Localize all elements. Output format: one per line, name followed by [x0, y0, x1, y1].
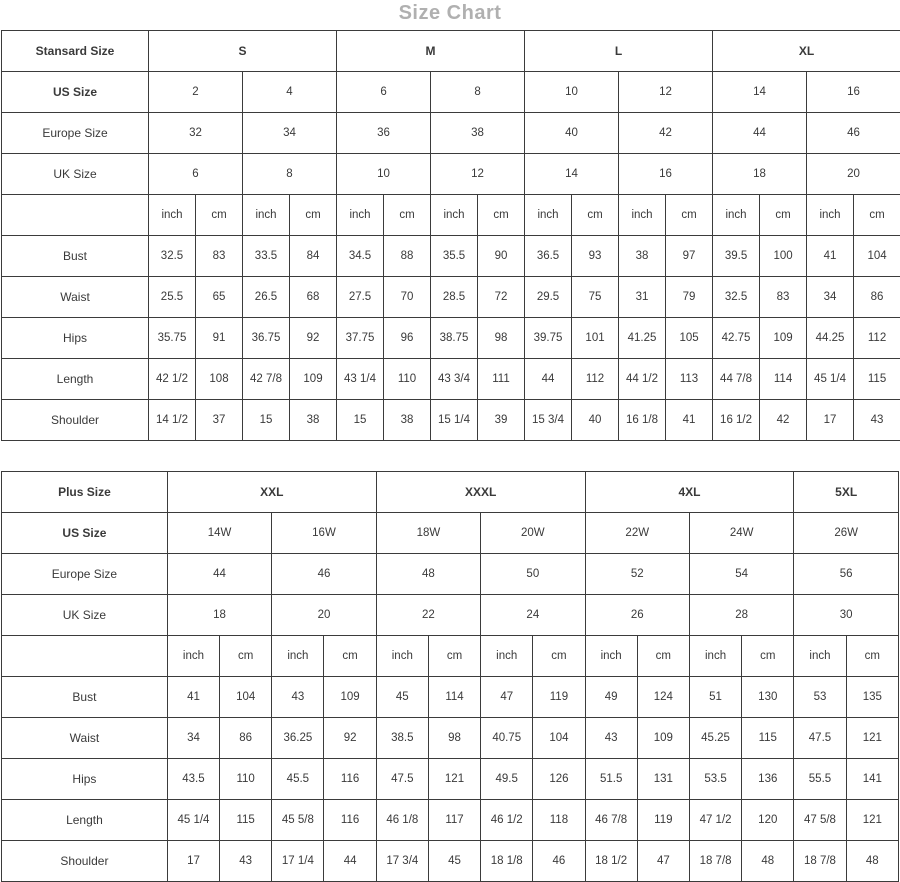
cell: 120	[742, 800, 794, 841]
cell: 8	[431, 72, 525, 113]
cell: 38.75	[431, 318, 478, 359]
cell: 41	[666, 400, 713, 441]
row-label-bust: Bust	[2, 236, 149, 277]
cell: 43	[854, 400, 900, 441]
row-label-length: Length	[2, 800, 168, 841]
cell: 39.75	[525, 318, 572, 359]
unit-cell: cm	[324, 636, 376, 677]
row-label-uk-size: UK Size	[2, 595, 168, 636]
cell: 36.5	[525, 236, 572, 277]
cell: 45	[428, 841, 480, 882]
page-title: Size Chart	[0, 0, 900, 30]
cell: 27.5	[337, 277, 384, 318]
cell: 37.75	[337, 318, 384, 359]
unit-cell: cm	[572, 195, 619, 236]
cell: 49	[585, 677, 637, 718]
cell: 18 7/8	[794, 841, 846, 882]
cell: 47	[481, 677, 533, 718]
cell: 16 1/8	[619, 400, 666, 441]
cell: 109	[760, 318, 807, 359]
cell: 112	[572, 359, 619, 400]
row-label-waist: Waist	[2, 277, 149, 318]
cell: 141	[846, 759, 898, 800]
cell: 108	[196, 359, 243, 400]
cell: 25.5	[149, 277, 196, 318]
cell: 42.75	[713, 318, 760, 359]
cell: 117	[428, 800, 480, 841]
cell: 46 1/8	[376, 800, 428, 841]
cell: 36.75	[243, 318, 290, 359]
cell: 109	[324, 677, 376, 718]
cell: 28	[689, 595, 793, 636]
cell: 119	[637, 800, 689, 841]
cell: 56	[794, 554, 899, 595]
cell: 113	[666, 359, 713, 400]
cell: 43	[272, 677, 324, 718]
unit-cell: inch	[525, 195, 572, 236]
cell: 83	[760, 277, 807, 318]
cell: 44 1/2	[619, 359, 666, 400]
cell: 131	[637, 759, 689, 800]
table-row-units	[2, 195, 900, 236]
unit-cell: cm	[742, 636, 794, 677]
table-row-header	[2, 472, 899, 513]
row-label-shoulder: Shoulder	[2, 400, 149, 441]
cell: 17 1/4	[272, 841, 324, 882]
row-label-bust: Bust	[2, 677, 168, 718]
cell: 14 1/2	[149, 400, 196, 441]
unit-cell: inch	[619, 195, 666, 236]
row-label-shoulder: Shoulder	[2, 841, 168, 882]
cell: 104	[220, 677, 272, 718]
table-row-hips	[2, 318, 900, 359]
cell: 35.5	[431, 236, 478, 277]
cell: 45 1/4	[807, 359, 854, 400]
cell: 34	[243, 113, 337, 154]
row-label-us-size: US Size	[2, 513, 168, 554]
cell: 30	[794, 595, 899, 636]
cell: 18	[713, 154, 807, 195]
cell: 43 3/4	[431, 359, 478, 400]
cell: 115	[742, 718, 794, 759]
plus-size-table	[1, 471, 899, 882]
cell: 20	[272, 595, 376, 636]
table-row-units	[2, 636, 899, 677]
unit-cell: cm	[846, 636, 898, 677]
unit-cell: inch	[167, 636, 219, 677]
cell: 48	[742, 841, 794, 882]
cell: 42 7/8	[243, 359, 290, 400]
cell: 46	[807, 113, 900, 154]
cell: 135	[846, 677, 898, 718]
cell: 52	[585, 554, 689, 595]
cell: 118	[533, 800, 585, 841]
unit-cell: cm	[533, 636, 585, 677]
table-row-us-size	[2, 72, 900, 113]
table-row-length	[2, 800, 899, 841]
table-row-uk-size	[2, 595, 899, 636]
cell: 124	[637, 677, 689, 718]
row-label-europe-size: Europe Size	[2, 554, 168, 595]
cell: 46 7/8	[585, 800, 637, 841]
cell: 47.5	[376, 759, 428, 800]
cell: 15 3/4	[525, 400, 572, 441]
cell: 46	[272, 554, 376, 595]
cell: 18 1/2	[585, 841, 637, 882]
cell: 86	[854, 277, 900, 318]
cell: 18 1/8	[481, 841, 533, 882]
cell: 31	[619, 277, 666, 318]
cell: 26	[585, 595, 689, 636]
cell: 43.5	[167, 759, 219, 800]
cell: 40	[525, 113, 619, 154]
cell: 110	[384, 359, 431, 400]
cell: 24W	[689, 513, 793, 554]
group-m: M	[337, 31, 525, 72]
cell: 55.5	[794, 759, 846, 800]
unit-cell: cm	[384, 195, 431, 236]
unit-cell: inch	[376, 636, 428, 677]
cell: 88	[384, 236, 431, 277]
table-row-europe-size	[2, 554, 899, 595]
group-xxxl: XXXL	[376, 472, 585, 513]
cell: 72	[478, 277, 525, 318]
unit-cell: inch	[807, 195, 854, 236]
cell: 48	[846, 841, 898, 882]
cell: 40.75	[481, 718, 533, 759]
cell: 104	[854, 236, 900, 277]
unit-cell: inch	[794, 636, 846, 677]
cell: 51	[689, 677, 741, 718]
cell: 44	[713, 113, 807, 154]
cell: 36.25	[272, 718, 324, 759]
cell: 109	[637, 718, 689, 759]
cell: 44 7/8	[713, 359, 760, 400]
cell: 101	[572, 318, 619, 359]
cell: 48	[376, 554, 480, 595]
row-label-hips: Hips	[2, 759, 168, 800]
cell: 46 1/2	[481, 800, 533, 841]
group-5xl: 5XL	[794, 472, 899, 513]
cell: 46	[533, 841, 585, 882]
cell: 115	[220, 800, 272, 841]
cell: 42	[760, 400, 807, 441]
unit-cell: inch	[481, 636, 533, 677]
cell: 98	[428, 718, 480, 759]
cell: 110	[220, 759, 272, 800]
cell: 100	[760, 236, 807, 277]
cell: 36	[337, 113, 431, 154]
cell: 44	[324, 841, 376, 882]
cell: 16	[619, 154, 713, 195]
row-label-waist: Waist	[2, 718, 168, 759]
cell: 10	[337, 154, 431, 195]
cell: 109	[290, 359, 337, 400]
cell: 47 1/2	[689, 800, 741, 841]
cell: 16	[807, 72, 900, 113]
cell: 83	[196, 236, 243, 277]
cell: 14W	[167, 513, 271, 554]
cell: 50	[481, 554, 585, 595]
cell: 114	[760, 359, 807, 400]
cell: 38	[619, 236, 666, 277]
cell: 79	[666, 277, 713, 318]
cell: 42	[619, 113, 713, 154]
cell: 32	[149, 113, 243, 154]
cell: 70	[384, 277, 431, 318]
cell: 96	[384, 318, 431, 359]
cell: 15	[243, 400, 290, 441]
unit-cell: cm	[290, 195, 337, 236]
cell: 53	[794, 677, 846, 718]
table-row-europe-size	[2, 113, 900, 154]
cell: 38	[384, 400, 431, 441]
cell: 47 5/8	[794, 800, 846, 841]
cell: 98	[478, 318, 525, 359]
group-xl: XL	[713, 31, 900, 72]
row-label-uk-size: UK Size	[2, 154, 149, 195]
cell: 121	[846, 718, 898, 759]
cell: 43	[585, 718, 637, 759]
unit-cell: cm	[478, 195, 525, 236]
plus-size-label: Plus Size	[2, 472, 168, 513]
cell: 37	[196, 400, 243, 441]
unit-cell: cm	[666, 195, 713, 236]
cell: 104	[533, 718, 585, 759]
cell: 18 7/8	[689, 841, 741, 882]
cell: 15 1/4	[431, 400, 478, 441]
cell: 14	[713, 72, 807, 113]
cell: 90	[478, 236, 525, 277]
unit-cell: cm	[220, 636, 272, 677]
cell: 93	[572, 236, 619, 277]
cell: 14	[525, 154, 619, 195]
cell: 44	[167, 554, 271, 595]
table-row-bust	[2, 236, 900, 277]
unit-cell: cm	[637, 636, 689, 677]
cell: 26.5	[243, 277, 290, 318]
standard-size-table	[1, 30, 900, 441]
unit-cell: inch	[337, 195, 384, 236]
cell: 42 1/2	[149, 359, 196, 400]
cell: 45.5	[272, 759, 324, 800]
cell: 18	[167, 595, 271, 636]
cell: 8	[243, 154, 337, 195]
cell: 115	[854, 359, 900, 400]
cell: 35.75	[149, 318, 196, 359]
cell: 17	[807, 400, 854, 441]
cell: 40	[572, 400, 619, 441]
cell: 92	[290, 318, 337, 359]
cell: 10	[525, 72, 619, 113]
cell: 16 1/2	[713, 400, 760, 441]
cell: 91	[196, 318, 243, 359]
cell: 34	[167, 718, 219, 759]
table-row-shoulder	[2, 400, 900, 441]
unit-cell: inch	[713, 195, 760, 236]
group-l: L	[525, 31, 713, 72]
row-label-europe-size: Europe Size	[2, 113, 149, 154]
cell: 114	[428, 677, 480, 718]
cell: 44.25	[807, 318, 854, 359]
standard-size-table-wrapper	[0, 30, 900, 441]
table-row-bust	[2, 677, 899, 718]
cell: 43 1/4	[337, 359, 384, 400]
cell: 15	[337, 400, 384, 441]
cell: 65	[196, 277, 243, 318]
cell: 20	[807, 154, 900, 195]
cell: 6	[337, 72, 431, 113]
cell: 32.5	[713, 277, 760, 318]
table-row-us-size	[2, 513, 899, 554]
cell: 49.5	[481, 759, 533, 800]
row-label-length: Length	[2, 359, 149, 400]
cell: 51.5	[585, 759, 637, 800]
table-row-waist	[2, 718, 899, 759]
table-row-hips	[2, 759, 899, 800]
cell: 38.5	[376, 718, 428, 759]
cell: 20W	[481, 513, 585, 554]
cell: 45	[376, 677, 428, 718]
group-4xl: 4XL	[585, 472, 794, 513]
cell: 29.5	[525, 277, 572, 318]
cell: 116	[324, 759, 376, 800]
cell: 84	[290, 236, 337, 277]
unit-cell: cm	[428, 636, 480, 677]
row-label-us-size: US Size	[2, 72, 149, 113]
cell: 28.5	[431, 277, 478, 318]
cell: 39	[478, 400, 525, 441]
cell: 121	[428, 759, 480, 800]
cell: 119	[533, 677, 585, 718]
cell: 44	[525, 359, 572, 400]
cell: 18W	[376, 513, 480, 554]
cell: 34.5	[337, 236, 384, 277]
cell: 12	[619, 72, 713, 113]
cell: 75	[572, 277, 619, 318]
table-row-header	[2, 31, 900, 72]
cell: 116	[324, 800, 376, 841]
cell: 16W	[272, 513, 376, 554]
unit-cell: cm	[760, 195, 807, 236]
table-row-uk-size	[2, 154, 900, 195]
group-xxl: XXL	[167, 472, 376, 513]
cell: 47.5	[794, 718, 846, 759]
row-label-units	[2, 195, 149, 236]
row-label-units	[2, 636, 168, 677]
cell: 43	[220, 841, 272, 882]
cell: 97	[666, 236, 713, 277]
cell: 41	[167, 677, 219, 718]
table-row-waist	[2, 277, 900, 318]
cell: 24	[481, 595, 585, 636]
cell: 136	[742, 759, 794, 800]
cell: 22	[376, 595, 480, 636]
standard-size-label: Stansard Size	[2, 31, 149, 72]
table-row-shoulder	[2, 841, 899, 882]
cell: 32.5	[149, 236, 196, 277]
cell: 45 1/4	[167, 800, 219, 841]
cell: 45 5/8	[272, 800, 324, 841]
table-divider-space	[0, 441, 900, 471]
cell: 41.25	[619, 318, 666, 359]
cell: 26W	[794, 513, 899, 554]
unit-cell: cm	[854, 195, 900, 236]
cell: 47	[637, 841, 689, 882]
unit-cell: inch	[585, 636, 637, 677]
unit-cell: inch	[689, 636, 741, 677]
unit-cell: inch	[431, 195, 478, 236]
unit-cell: inch	[272, 636, 324, 677]
row-label-hips: Hips	[2, 318, 149, 359]
cell: 12	[431, 154, 525, 195]
cell: 17	[167, 841, 219, 882]
cell: 6	[149, 154, 243, 195]
cell: 33.5	[243, 236, 290, 277]
cell: 38	[431, 113, 525, 154]
cell: 2	[149, 72, 243, 113]
cell: 34	[807, 277, 854, 318]
cell: 112	[854, 318, 900, 359]
unit-cell: inch	[243, 195, 290, 236]
unit-cell: cm	[196, 195, 243, 236]
cell: 38	[290, 400, 337, 441]
cell: 126	[533, 759, 585, 800]
cell: 130	[742, 677, 794, 718]
cell: 111	[478, 359, 525, 400]
plus-size-table-wrapper	[0, 471, 900, 882]
cell: 17 3/4	[376, 841, 428, 882]
cell: 86	[220, 718, 272, 759]
cell: 41	[807, 236, 854, 277]
cell: 4	[243, 72, 337, 113]
table-row-length	[2, 359, 900, 400]
cell: 92	[324, 718, 376, 759]
cell: 22W	[585, 513, 689, 554]
cell: 53.5	[689, 759, 741, 800]
unit-cell: inch	[149, 195, 196, 236]
cell: 121	[846, 800, 898, 841]
cell: 68	[290, 277, 337, 318]
cell: 39.5	[713, 236, 760, 277]
group-s: S	[149, 31, 337, 72]
cell: 54	[689, 554, 793, 595]
cell: 45.25	[689, 718, 741, 759]
cell: 105	[666, 318, 713, 359]
